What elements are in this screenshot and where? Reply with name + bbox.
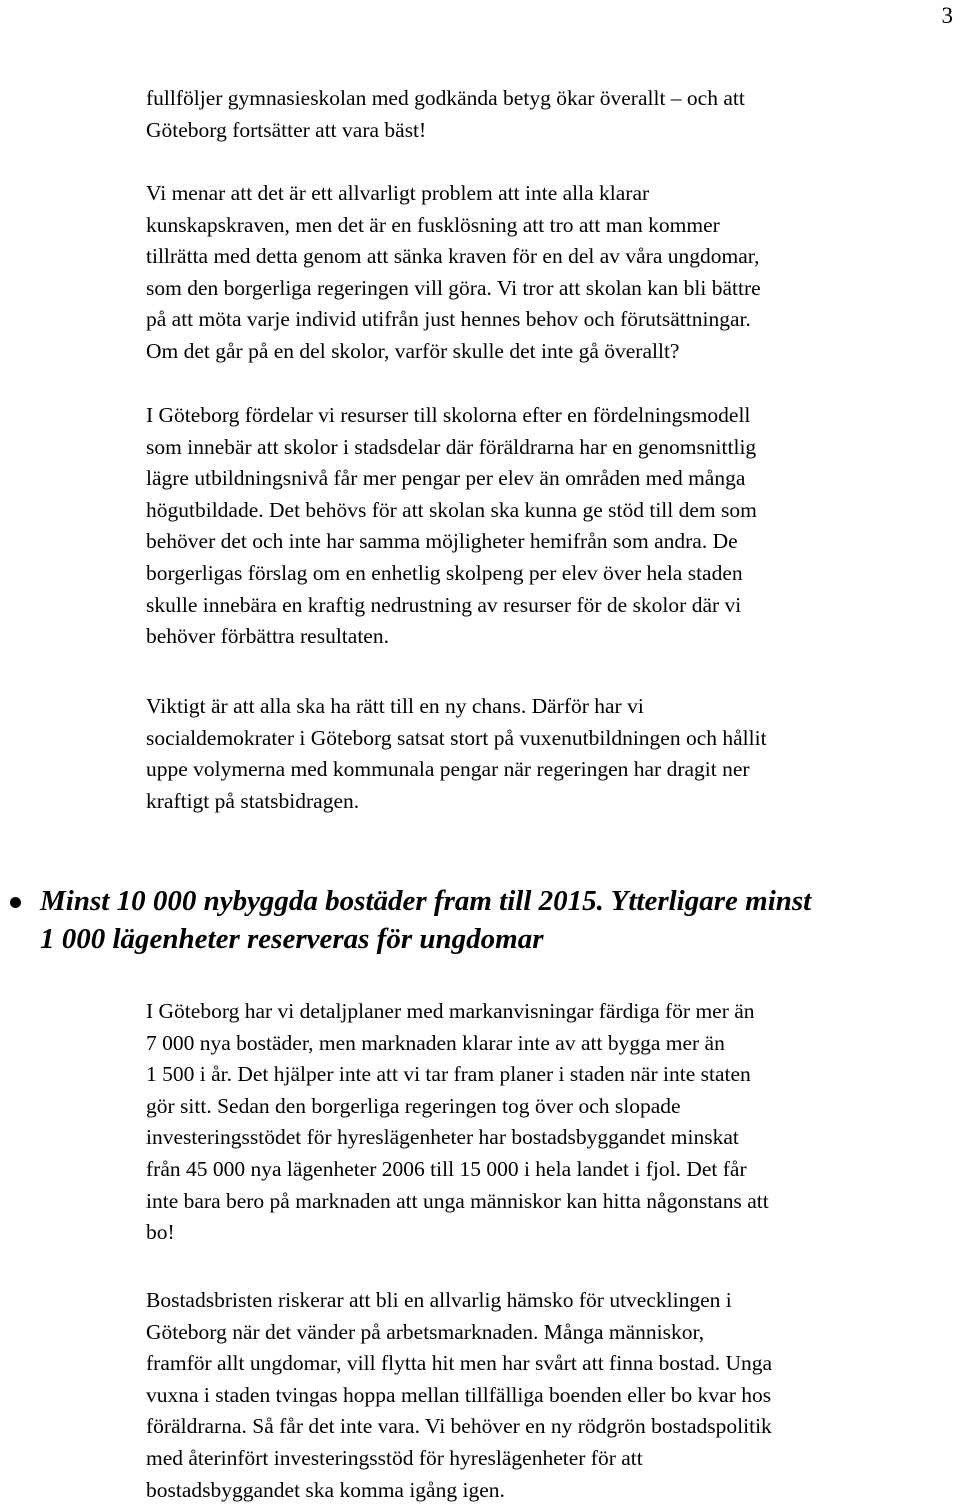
text-line: vuxna i staden tvingas hoppa mellan tillfälliga boenden eller bo kvar hos <box>146 1382 772 1407</box>
text-line: kraftigt på statsbidragen. <box>146 788 360 813</box>
section-heading <box>40 882 811 958</box>
text-line: Viktigt är att alla ska ha rätt till en ny chans. Därför har vi <box>146 694 644 718</box>
text-line: framför allt ungdomar, vill flytta hit men har svårt att finna bostad. Unga <box>146 1351 773 1376</box>
text-line: som innebär att skolor i stadsdelar där föräldrarna har en genomsnittlig <box>146 434 757 459</box>
text-line: I Göteborg fördelar vi resurser till skolorna efter en fördelningsmodell <box>146 403 751 427</box>
text-line: 1 500 i år. Det hjälper inte att vi tar fram planer i staden när inte staten <box>146 1062 751 1087</box>
text-line: bo! <box>146 1220 175 1245</box>
body-paragraph <box>146 178 761 368</box>
body-paragraph <box>146 400 757 653</box>
text-line: behöver det och inte har samma möjligheter hemifrån som andra. De <box>146 529 738 554</box>
text-line: 7 000 nya bostäder, men marknaden klarar inte av att bygga mer än <box>146 1030 725 1055</box>
text-line: Vi menar att det är ett allvarligt problem att inte alla klarar <box>146 181 650 205</box>
text-line: I Göteborg har vi detaljplaner med markanvisningar färdiga för mer än <box>146 999 755 1023</box>
text-line: föräldrarna. Så får det inte vara. Vi behöver en ny rödgrön bostadspolitik <box>146 1414 772 1439</box>
body-paragraph <box>146 1285 772 1506</box>
text-line: lägre utbildningsnivå får mer pengar per elev än områden med många <box>146 466 746 491</box>
text-line: Bostadsbristen riskerar att bli en allvarlig hämsko för utvecklingen i <box>146 1288 732 1312</box>
text-line: borgerligas förslag om en enhetlig skolpeng per elev över hela staden <box>146 560 743 585</box>
text-line: från 45 000 nya lägenheter 2006 till 15 000 i hela landet i fjol. Det får <box>146 1156 747 1181</box>
text-line: investeringsstödet för hyreslägenheter har bostadsbyggandet minskat <box>146 1125 739 1150</box>
text-line: uppe volymerna med kommunala pengar när regeringen har dragit ner <box>146 757 750 782</box>
text-line: med återinfört investeringsstöd för hyreslägenheter för att <box>146 1445 643 1470</box>
text-line: fullföljer gymnasieskolan med godkända betyg ökar överallt – och att <box>146 86 745 110</box>
text-line: som den borgerliga regeringen vill göra. Vi tror att skolan kan bli bättre <box>146 275 761 300</box>
text-line: Göteborg när det vänder på arbetsmarknaden. Många människor, <box>146 1319 705 1344</box>
body-paragraph <box>146 996 769 1249</box>
text-line: socialdemokrater i Göteborg satsat stort på vuxenutbildningen och hållit <box>146 725 767 750</box>
text-line: gör sitt. Sedan den borgerliga regeringen tog över och slopade <box>146 1093 681 1118</box>
text-line: Göteborg fortsätter att vara bäst! <box>146 117 427 142</box>
heading-line: Minst 10 000 nybyggda bostäder fram till 2015. Ytterligare minst <box>40 885 812 917</box>
text-line: kunskapskraven, men det är en fusklösning att tro att man kommer <box>146 212 720 237</box>
text-line: tillrätta med detta genom att sänka kraven för en del av våra ungdomar, <box>146 244 760 269</box>
body-paragraph <box>146 83 745 146</box>
text-line: högutbildade. Det behövs för att skolan ska kunna ge stöd till dem som <box>146 497 757 522</box>
text-line: inte bara bero på marknaden att unga människor kan hitta någonstans att <box>146 1188 769 1213</box>
text-line: Om det går på en del skolor, varför skulle det inte gå överallt? <box>146 338 680 363</box>
text-line: bostadsbyggandet ska komma igång igen. <box>146 1477 505 1502</box>
body-paragraph <box>146 691 767 817</box>
text-line: skulle innebära en kraftig nedrustning av resurser för de skolor där vi <box>146 592 742 617</box>
bullet-icon <box>10 897 21 908</box>
heading-line: 1 000 lägenheter reserveras för ungdomar <box>40 923 544 955</box>
page-number: 3 <box>941 3 953 28</box>
text-line: behöver förbättra resultaten. <box>146 624 389 649</box>
text-line: på att möta varje individ utifrån just hennes behov och förutsättningar. <box>146 307 751 332</box>
